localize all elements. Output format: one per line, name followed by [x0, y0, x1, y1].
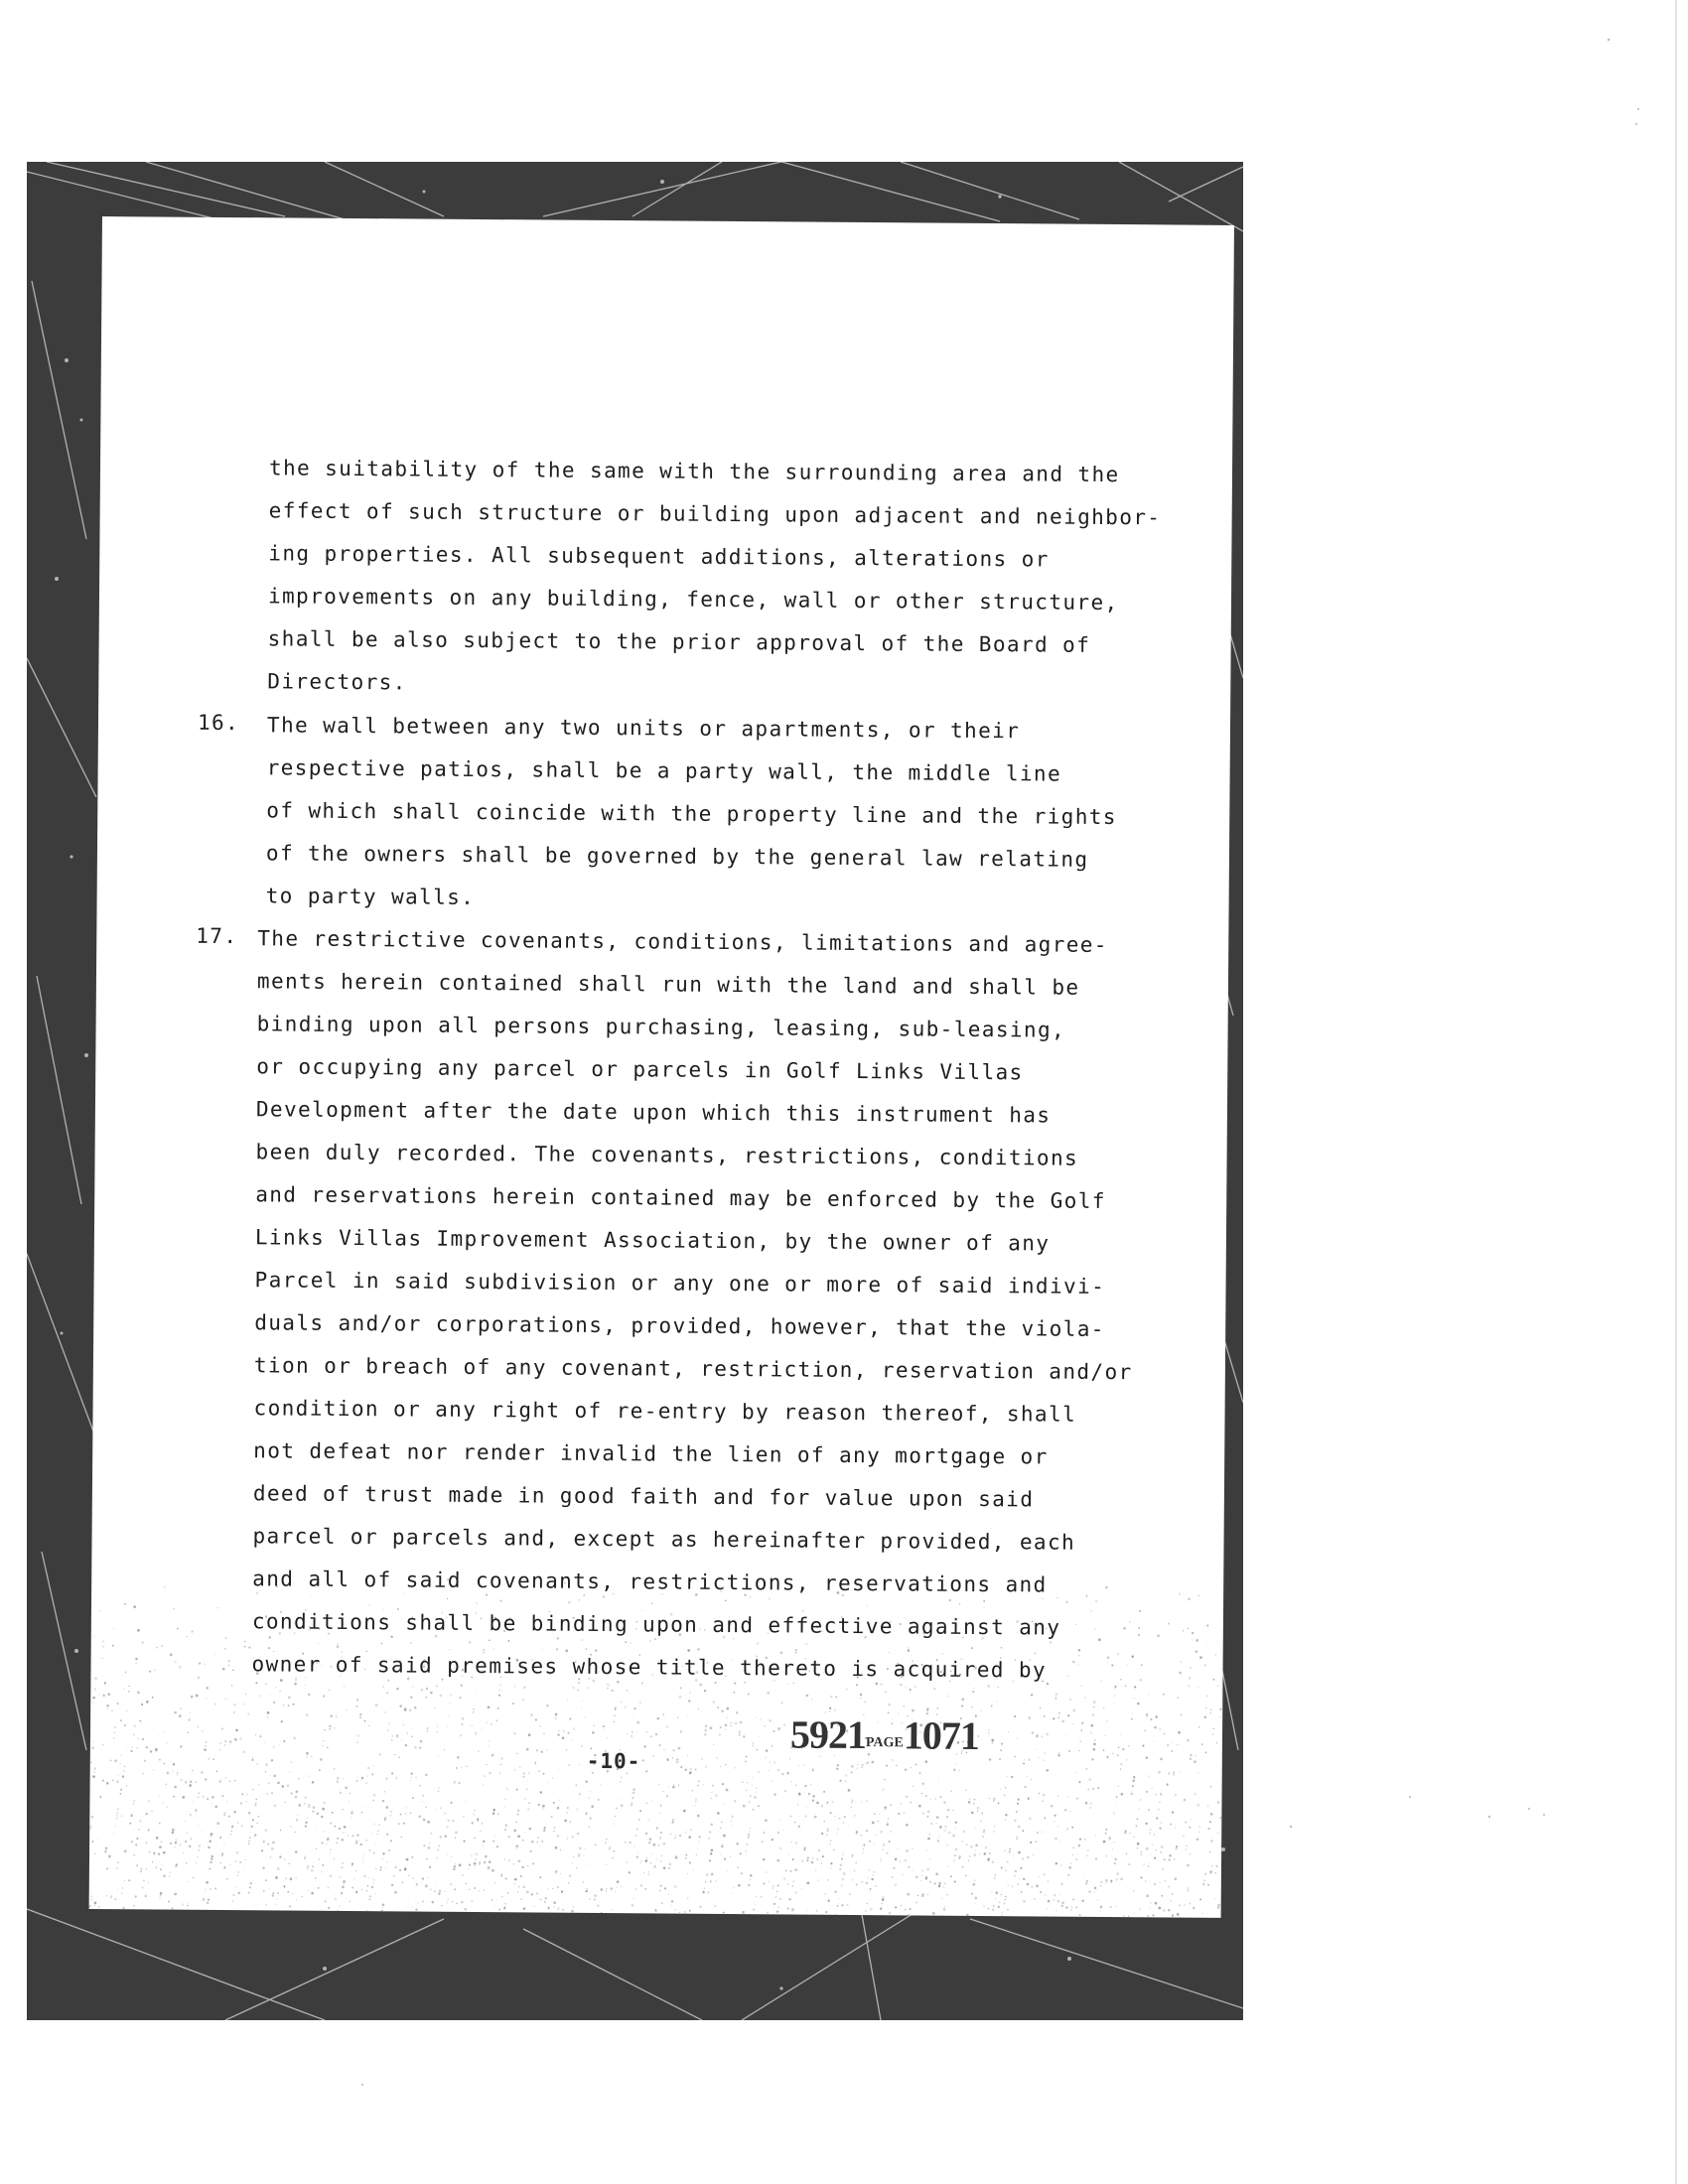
body-line: condition or any right of re-entry by reason thereof, shall [253, 1396, 1077, 1427]
body-line: improvements on any building, fence, wall or other structure, [267, 584, 1119, 615]
body-line: and reservations herein contained may be enforced by the Golf [255, 1182, 1106, 1213]
body-line: the suitability of the same with the surrounding area and the [268, 456, 1120, 487]
body-line: or occupying any parcel or parcels in Golf Links Villas [256, 1054, 1024, 1085]
recording-stamp [790, 1710, 979, 1758]
body-line: of the owners shall be governed by the general law relating [265, 841, 1089, 872]
body-line: Directors. [267, 669, 407, 695]
body-line: to party walls. [265, 884, 476, 909]
body-line: ing properties. All subsequent additions, alterations or [268, 541, 1050, 572]
body-line: deed of trust made in good faith and for value upon said [252, 1481, 1035, 1512]
body-line: not defeat nor render invalid the lien of any mortgage or [253, 1438, 1049, 1469]
body-line: Parcel in said subdivision or any one or more of said indivi- [254, 1268, 1106, 1298]
body-line: and all of said covenants, restrictions, reservations and [252, 1567, 1048, 1597]
body-line: The restrictive covenants, conditions, limitations and agree- [257, 926, 1109, 957]
body-line: respective patios, shall be a party wall, the middle line [266, 755, 1062, 786]
body-line: conditions shall be binding upon and effective against any [251, 1609, 1061, 1640]
body-line: effect of such structure or building upon adjacent and neighbor- [268, 498, 1162, 530]
document-body [89, 216, 1234, 1918]
page-number: -10- [586, 1748, 641, 1774]
body-line: binding upon all persons purchasing, leasing, sub-leasing, [256, 1012, 1066, 1042]
stamp-page-number: 1071 [903, 1712, 980, 1758]
stamp-page-label: PAGE [865, 1735, 904, 1751]
body-line: duals and/or corporations, provided, however, that the viola- [254, 1310, 1105, 1341]
body-line: The wall between any two units or apartments, or their [266, 713, 1021, 744]
body-line: shall be also subject to the prior approval of the Board of [267, 626, 1091, 657]
body-line: Development after the date upon which this instrument has [255, 1097, 1052, 1128]
body-line: tion or breach of any covenant, restriction, reservation and/or [253, 1353, 1133, 1385]
item-number-17: 17. [196, 923, 238, 949]
body-line: parcel or parcels and, except as hereinafter provided, each [252, 1524, 1076, 1555]
item-number-16: 16. [197, 710, 240, 736]
body-line: owner of said premises whose title thereto is acquired by [251, 1652, 1048, 1683]
stamp-book-number: 5921 [789, 1711, 867, 1758]
body-line: of which shall coincide with the property line and the rights [266, 798, 1118, 830]
document-page [89, 216, 1234, 1918]
body-line: been duly recorded. The covenants, restrictions, conditions [255, 1140, 1079, 1170]
body-line: Links Villas Improvement Association, by the owner of any [254, 1225, 1051, 1256]
body-line: ments herein contained shall run with the land and shall be [256, 969, 1080, 1000]
